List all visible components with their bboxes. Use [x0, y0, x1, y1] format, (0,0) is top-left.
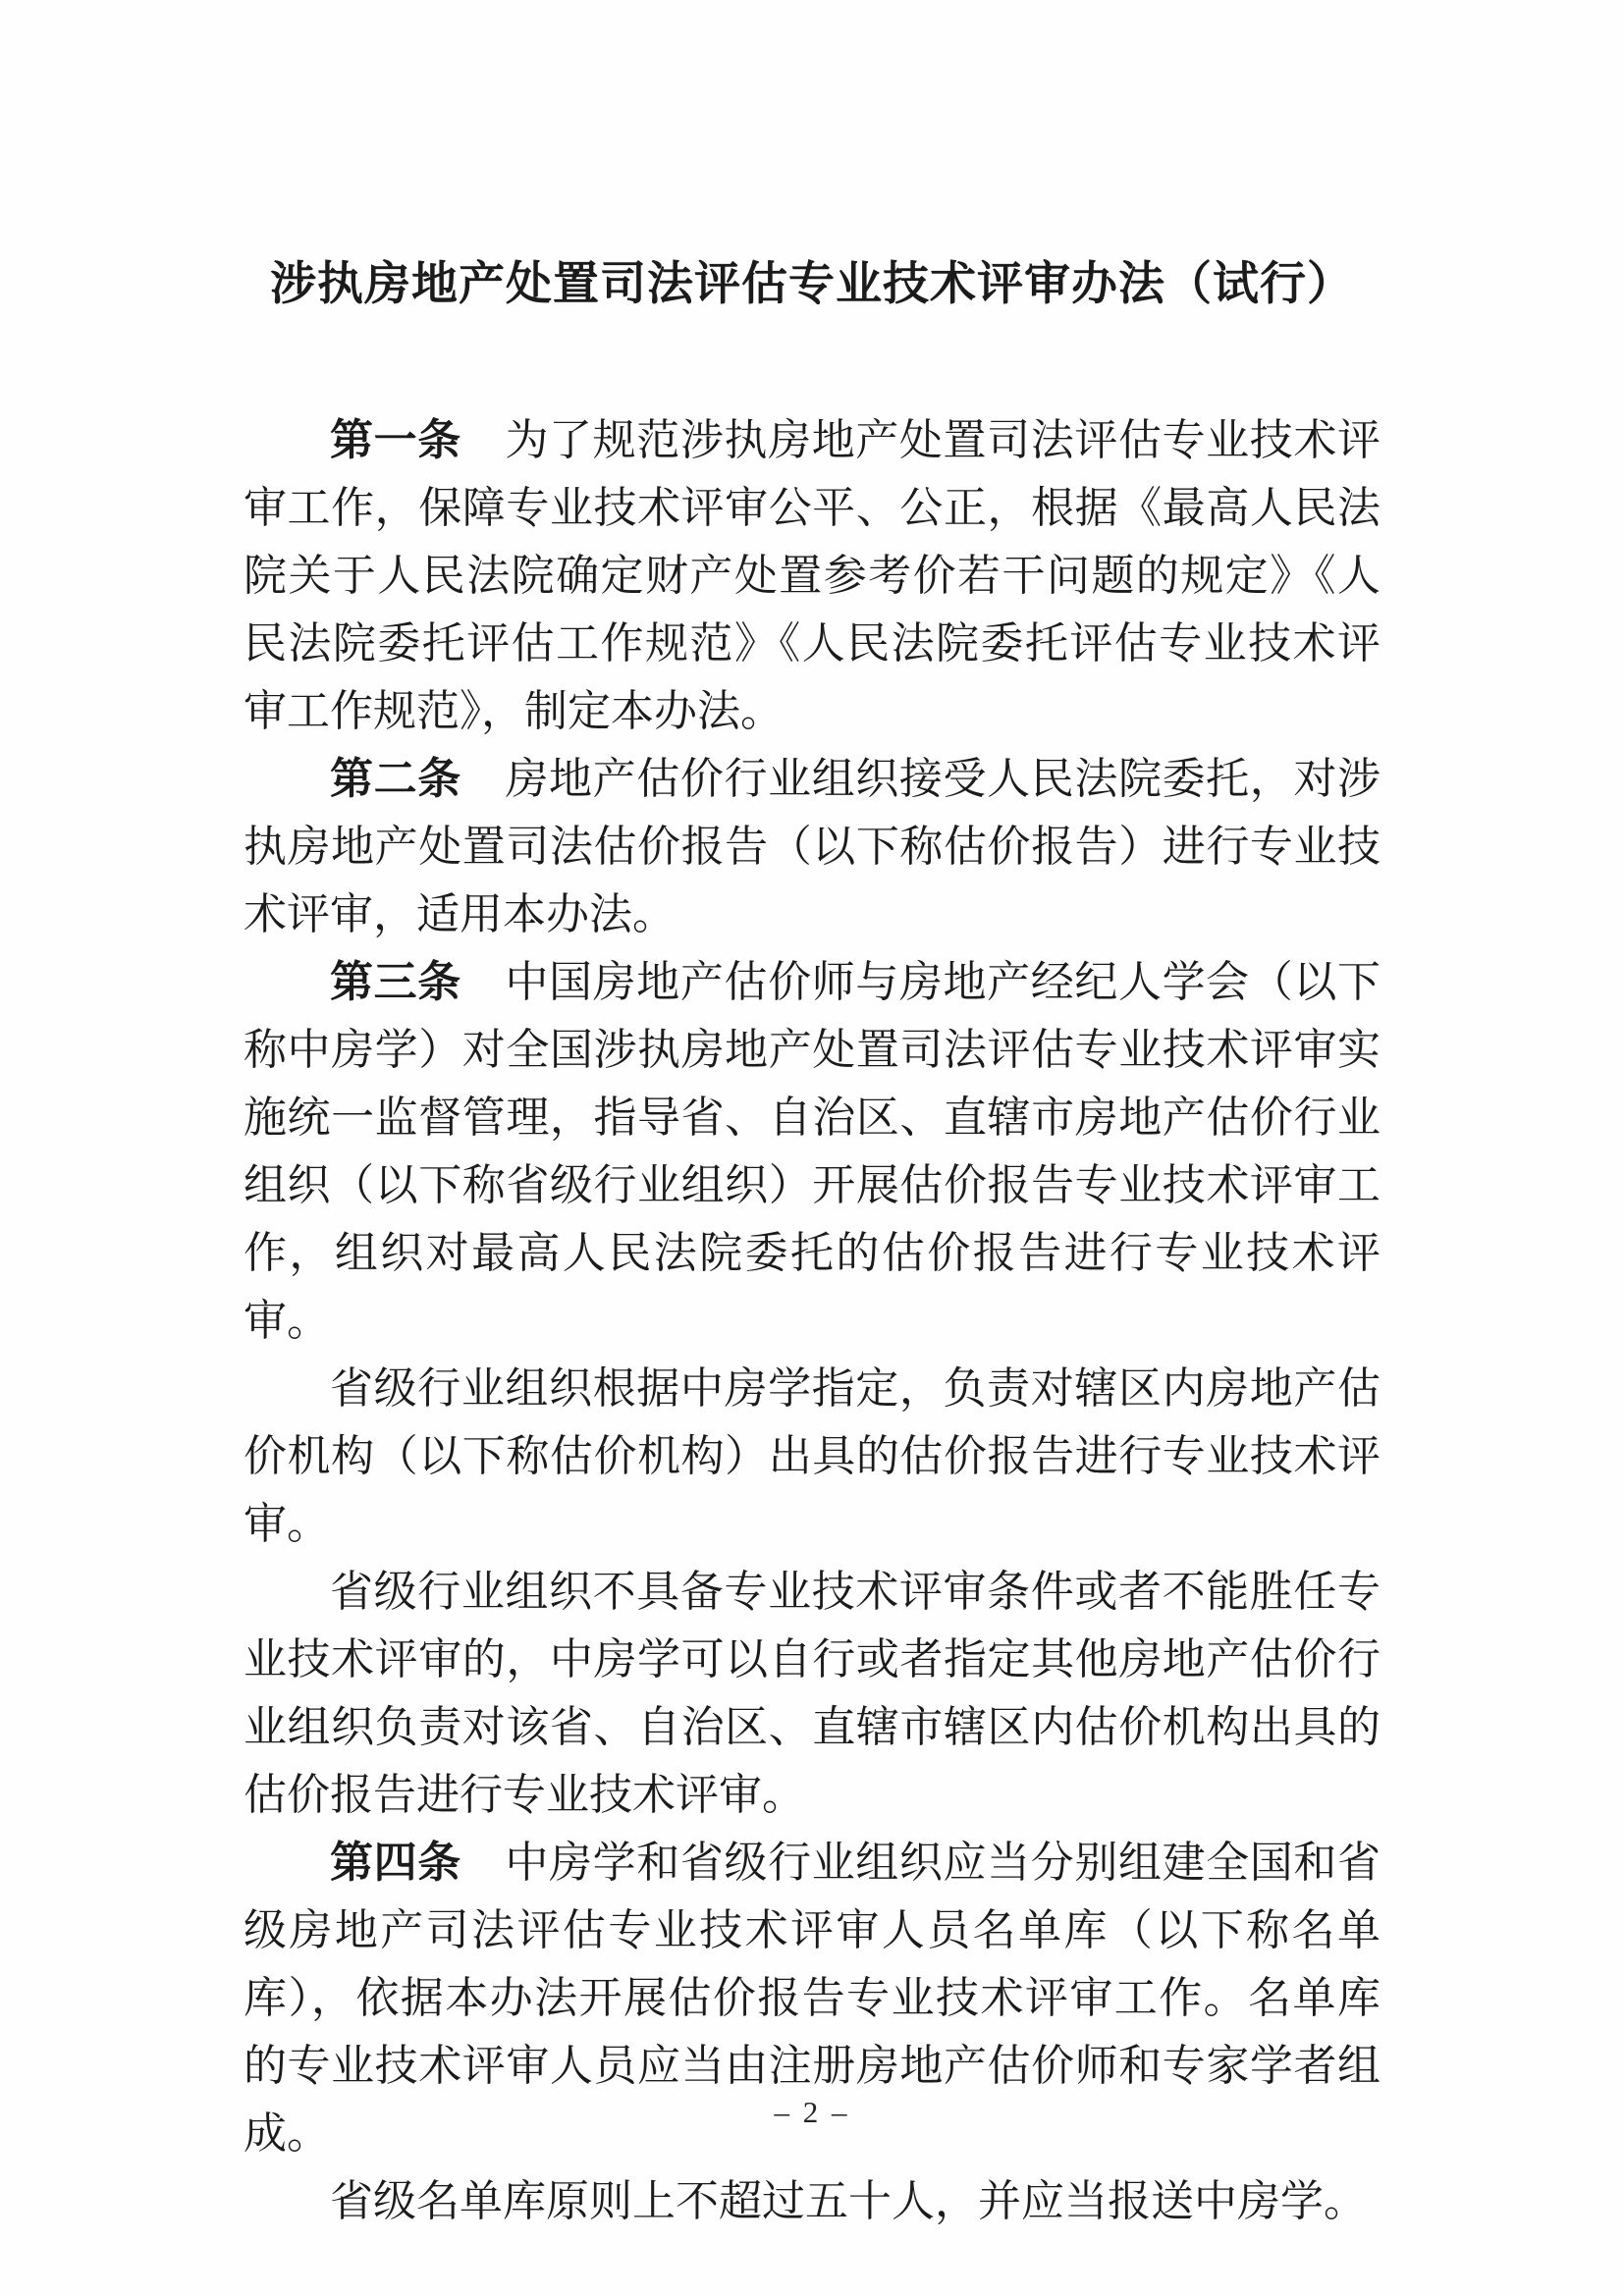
- paragraph-article-3: [244, 948, 1380, 1355]
- paragraph-text-5: 省级行业组织不具备专业技术评审条件或者不能胜任专业技术评审的，中房学可以自行或者指定其他房地产估价行业组织负责对该省、自治区、直辖市辖区内估价机构出具的估价报告进行专业技术评审。: [244, 1568, 1380, 1819]
- paragraph-article-3-sub-2: [244, 1558, 1380, 1829]
- article-number-4: 第四条: [330, 1839, 506, 1887]
- article-number-1: 第一条: [330, 416, 506, 464]
- document-title: 涉执房地产处置司法评估专业技术评审办法（试行）: [270, 259, 1354, 310]
- footer-page-number: – 2 –: [774, 2095, 850, 2129]
- paragraph-text-2: 房地产估价行业组织接受人民法院委托，对涉执房地产处置司法估价报告（以下称估价报告）进行专业技术评审，适用本办法。: [244, 755, 1381, 938]
- document-body: [244, 406, 1380, 2235]
- paragraph-text-3: 中国房地产估价师与房地产经纪人学会（以下称中房学）对全国涉执房地产处置司法评估专业技术评审实施统一监督管理，指导省、自治区、直辖市房地产估价行业组织（以下称省级行业组织）开展估价报告专业技术评审工作，组织对最高人民法院委托的估价报告进行专业技术评审。: [244, 958, 1381, 1345]
- paragraph-article-4-sub-1: [244, 2167, 1380, 2235]
- paragraph-text-7: 省级名单库原则上不超过五十人，并应当报送中房学。: [330, 2177, 1367, 2225]
- paragraph-article-2: [244, 745, 1380, 948]
- paragraph-text-4: 省级行业组织根据中房学指定，负责对辖区内房地产估价机构（以下称估价机构）出具的估价报告进行专业技术评审。: [244, 1364, 1380, 1548]
- article-number-2: 第二条: [330, 755, 506, 803]
- paragraph-text-6: 中房学和省级行业组织应当分别组建全国和省级房地产司法评估专业技术评审人员名单库（以下称名单库），依据本办法开展估价报告专业技术评审工作。名单库的专业技术评审人员应当由注册房地产估价师和专家学者组成。: [244, 1839, 1381, 2158]
- article-number-3: 第三条: [330, 958, 506, 1006]
- paragraph-article-3-sub-1: [244, 1355, 1380, 1558]
- paragraph-text-1: 为了规范涉执房地产处置司法评估专业技术评审工作，保障专业技术评审公平、公正，根据《最高人民法院关于人民法院确定财产处置参考价若干问题的规定》《人民法院委托评估工作规范》《人民法院委托评估专业技术评审工作规范》，制定本办法。: [244, 416, 1381, 735]
- paragraph-article-1: [244, 406, 1380, 745]
